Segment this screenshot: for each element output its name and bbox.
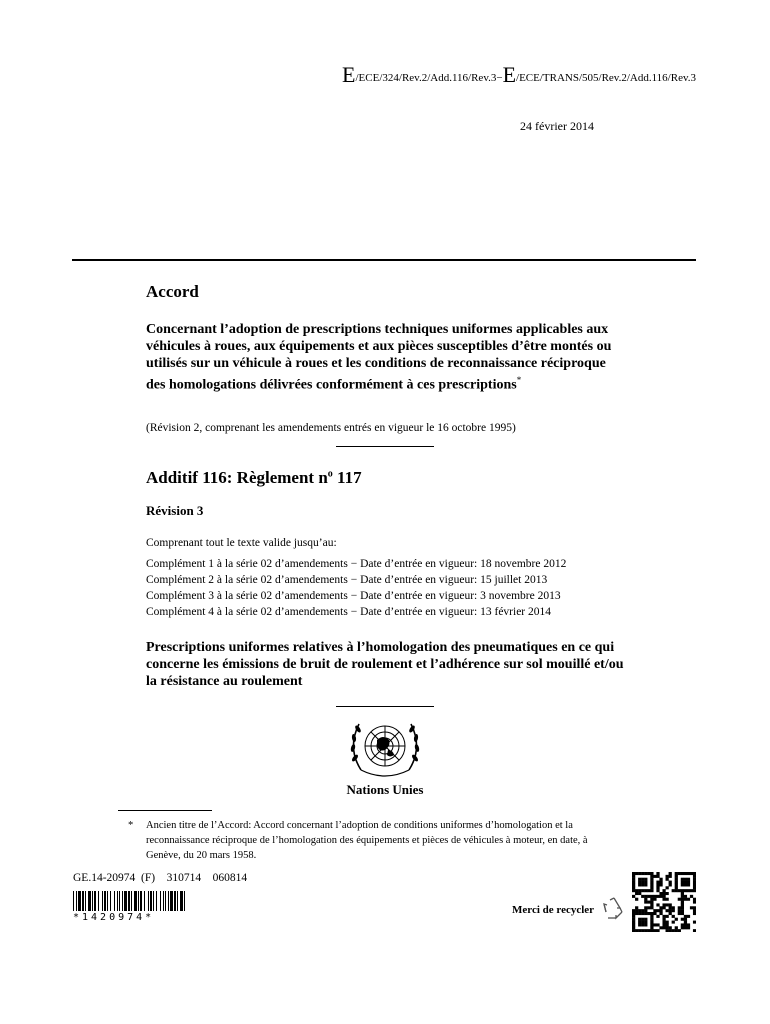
footnote-rule: [118, 810, 212, 811]
complements-list: [146, 556, 626, 620]
barcode-digits: *1420974*: [73, 912, 155, 923]
list-item: Complément 3 à la série 02 d’amendements − Date d’entrée en vigueur: 3 novembre 2013: [146, 590, 561, 602]
addendum-text: Additif 116: Règlement n: [146, 468, 328, 487]
document-symbol: [342, 62, 696, 88]
addendum-title: [146, 468, 626, 488]
list-item: Complément 4 à la série 02 d’amendements − Date d’entrée en vigueur: 13 février 2014: [146, 606, 552, 618]
symbol-letter-2: E: [502, 62, 517, 87]
qr-code-icon: [632, 872, 696, 932]
valid-text-intro: Comprenant tout le texte valide jusqu’au:: [146, 537, 337, 549]
page-title: Accord: [146, 282, 199, 301]
footnote-text: Ancien titre de l’Accord: Accord concernant l’adoption de conditions uniformes d’homologation et la reconnaissance réciproque de l’homologation des équipements et pièces de véhicules à moteur, en date, à Genève, du 20 mars 1958.: [146, 820, 588, 861]
symbol-part-2: /ECE/TRANS/505/Rev.2/Add.116/Rev.3: [516, 72, 696, 84]
agreement-heading-text: Concernant l’adoption de prescriptions techniques uniformes applicables aux véhicules à roues, aux équipements et aux pièces susceptibles d’être montés ou utilisés sur un véhicule à roues et les conditions de reconnaissance réciproque des homologations délivrées conformément à ces prescriptions: [146, 322, 612, 393]
separator-rule: [336, 446, 434, 447]
list-item: Complément 2 à la série 02 d’amendements − Date d’entrée en vigueur: 15 juillet 2013: [146, 574, 548, 586]
revision-label: Révision 3: [146, 503, 204, 518]
prescriptions-title: Prescriptions uniformes relatives à l’homologation des pneumatiques en ce qui concerne les émissions de bruit de roulement et l’adhérence sur sol mouillé et/ou la résistance au roulement: [146, 640, 624, 689]
recycle-text: Merci de recycler: [512, 904, 595, 916]
addendum-number: 117: [332, 468, 362, 487]
agreement-heading: [146, 321, 626, 394]
un-emblem-icon: [341, 712, 429, 788]
addendum-superscript: o: [327, 468, 333, 480]
recycle-icon: [600, 894, 628, 922]
job-number: GE.14-20974 (F) 310714 060814: [73, 872, 248, 884]
footnote: [128, 818, 618, 863]
revision-note: (Révision 2, comprenant les amendements entrés en vigueur le 16 octobre 1995): [146, 422, 516, 434]
symbol-letter-1: E: [342, 62, 356, 87]
document-date: 24 février 2014: [520, 119, 594, 133]
list-item: Complément 1 à la série 02 d’amendements − Date d’entrée en vigueur: 18 novembre 2012: [146, 558, 567, 570]
header-rule: [72, 259, 696, 261]
symbol-part-1: /ECE/324/Rev.2/Add.116/Rev.3−: [355, 72, 503, 84]
organization-name: Nations Unies: [346, 782, 424, 797]
separator-rule: [336, 706, 434, 707]
heading-footnote-mark: *: [516, 375, 522, 385]
footnote-mark: *: [128, 820, 134, 831]
